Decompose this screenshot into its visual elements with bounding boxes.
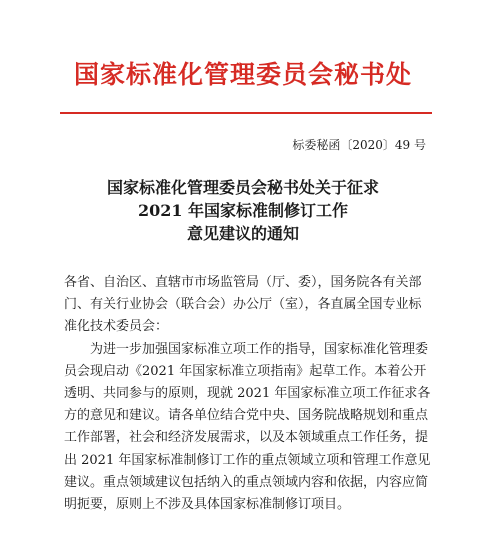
document-number: 标委秘函〔2020〕49 号 [292, 138, 426, 152]
body-line: 工作部署，社会和经济发展需求，以及本领域重点工作任务，提 [64, 430, 429, 446]
body-line: 员会现启动《2021 年国家标准立项指南》起草工作。本着公开 [64, 363, 427, 379]
body-line: 出 2021 年国家标准制修订工作的重点领域立项和管理工作意见 [64, 452, 431, 468]
body-line: 建议。重点领域建议包括纳入的重点领域内容和依据，内容应简 [64, 474, 429, 490]
addressee-line: 准化技术委员会： [64, 319, 169, 335]
body-line: 为进一步加强国家标准立项工作的指导，国家标准化管理委 [90, 341, 429, 357]
body-line: 方的意见和建议。请各单位结合党中央、国务院战略规划和重点 [64, 408, 429, 424]
document-body [64, 272, 430, 516]
body-line: 透明、共同参与的原则，现就 2021 年国家标准立项工作征求各 [64, 385, 431, 401]
letterhead-rule [60, 112, 432, 114]
document-title [40, 176, 446, 245]
title-line: 国家标准化管理委员会秘书处关于征求 [106, 178, 379, 197]
addressee-line: 门、有关行业协会（联合会）办公厅（室），各直属全国专业标 [64, 297, 422, 313]
title-line: 2021 年国家标准制修订工作 [137, 201, 349, 220]
body-line: 明扼要，原则上不涉及具体国家标准制修订项目。 [64, 496, 351, 512]
title-line: 意见建议的通知 [186, 224, 299, 243]
addressee-line: 各省、自治区、直辖市市场监管局（厅、委），国务院各有关部 [64, 275, 422, 290]
letterhead-title: 国家标准化管理委员会秘书处 [73, 60, 412, 89]
